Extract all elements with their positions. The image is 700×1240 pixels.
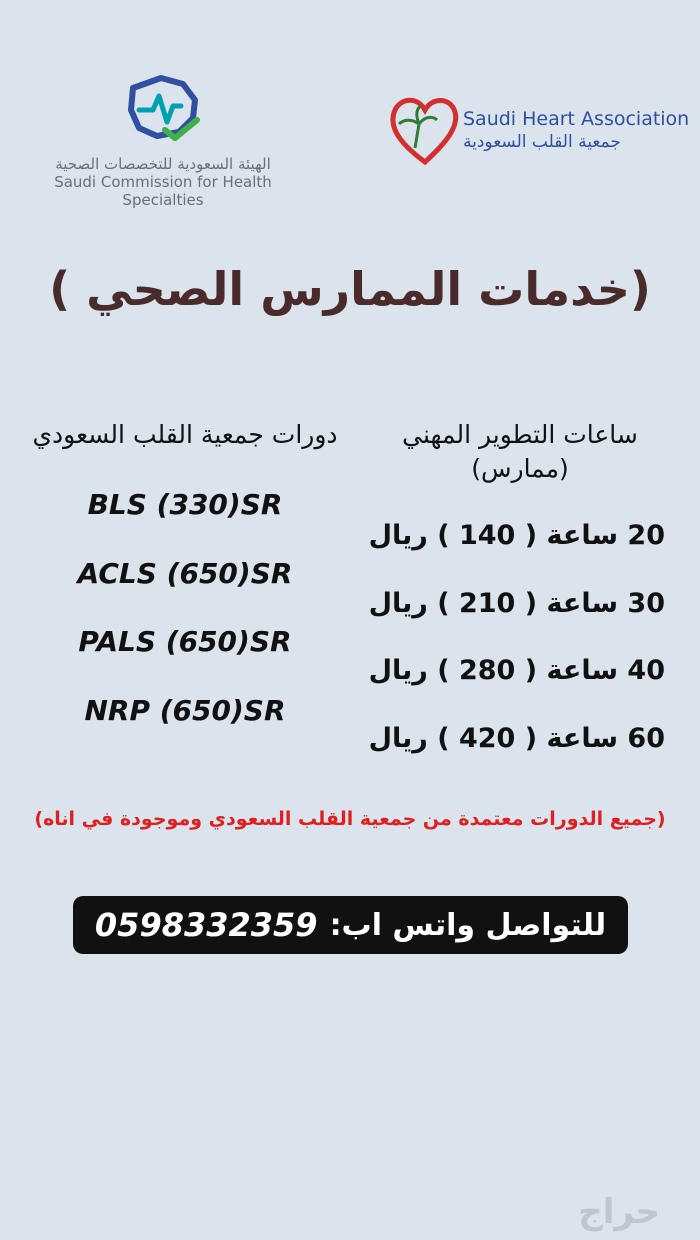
hours-item: 60 ساعة ( 420 ) ريال — [368, 723, 665, 754]
sha-english-name: Saudi Heart Association — [463, 108, 690, 130]
schs-logo-icon — [113, 70, 223, 150]
schs-logo — [18, 70, 308, 209]
hours-item: 30 ساعة ( 210 ) ريال — [368, 588, 665, 619]
schs-english-name: Saudi Commission for Health Specialties — [54, 173, 272, 209]
course-item: ACLS (650)SR — [77, 557, 293, 590]
course-item: BLS (330)SR — [87, 488, 283, 521]
haraj-watermark: حراج — [578, 1192, 660, 1232]
heart-logo-icon — [385, 90, 465, 170]
hours-item: 20 ساعة ( 140 ) ريال — [368, 520, 665, 551]
page-title: (خدمات الممارس الصحي ) — [49, 262, 651, 316]
sha-courses-heading: دورات جمعية القلب السعودي — [32, 420, 338, 449]
contact-banner[interactable] — [73, 896, 628, 954]
course-item: PALS (650)SR — [78, 625, 292, 658]
whatsapp-number[interactable]: 0598332359 — [94, 906, 318, 944]
course-item: NRP (650)SR — [84, 694, 286, 727]
hours-item: 40 ساعة ( 280 ) ريال — [368, 655, 665, 686]
accreditation-note: (جميع الدورات معتمدة من جمعية القلب السعودي وموجودة في اناه) — [34, 808, 666, 830]
schs-arabic-name: الهيئة السعودية للتخصصات الصحية — [55, 155, 271, 173]
cpd-hours-heading: ساعات التطوير المهني — [402, 420, 638, 449]
sha-logo — [385, 90, 690, 180]
contact-label: للتواصل واتس اب: — [329, 907, 607, 943]
sha-arabic-name: جمعية القلب السعودية — [463, 132, 621, 152]
cpd-hours-subheading: (ممارس) — [471, 454, 569, 483]
